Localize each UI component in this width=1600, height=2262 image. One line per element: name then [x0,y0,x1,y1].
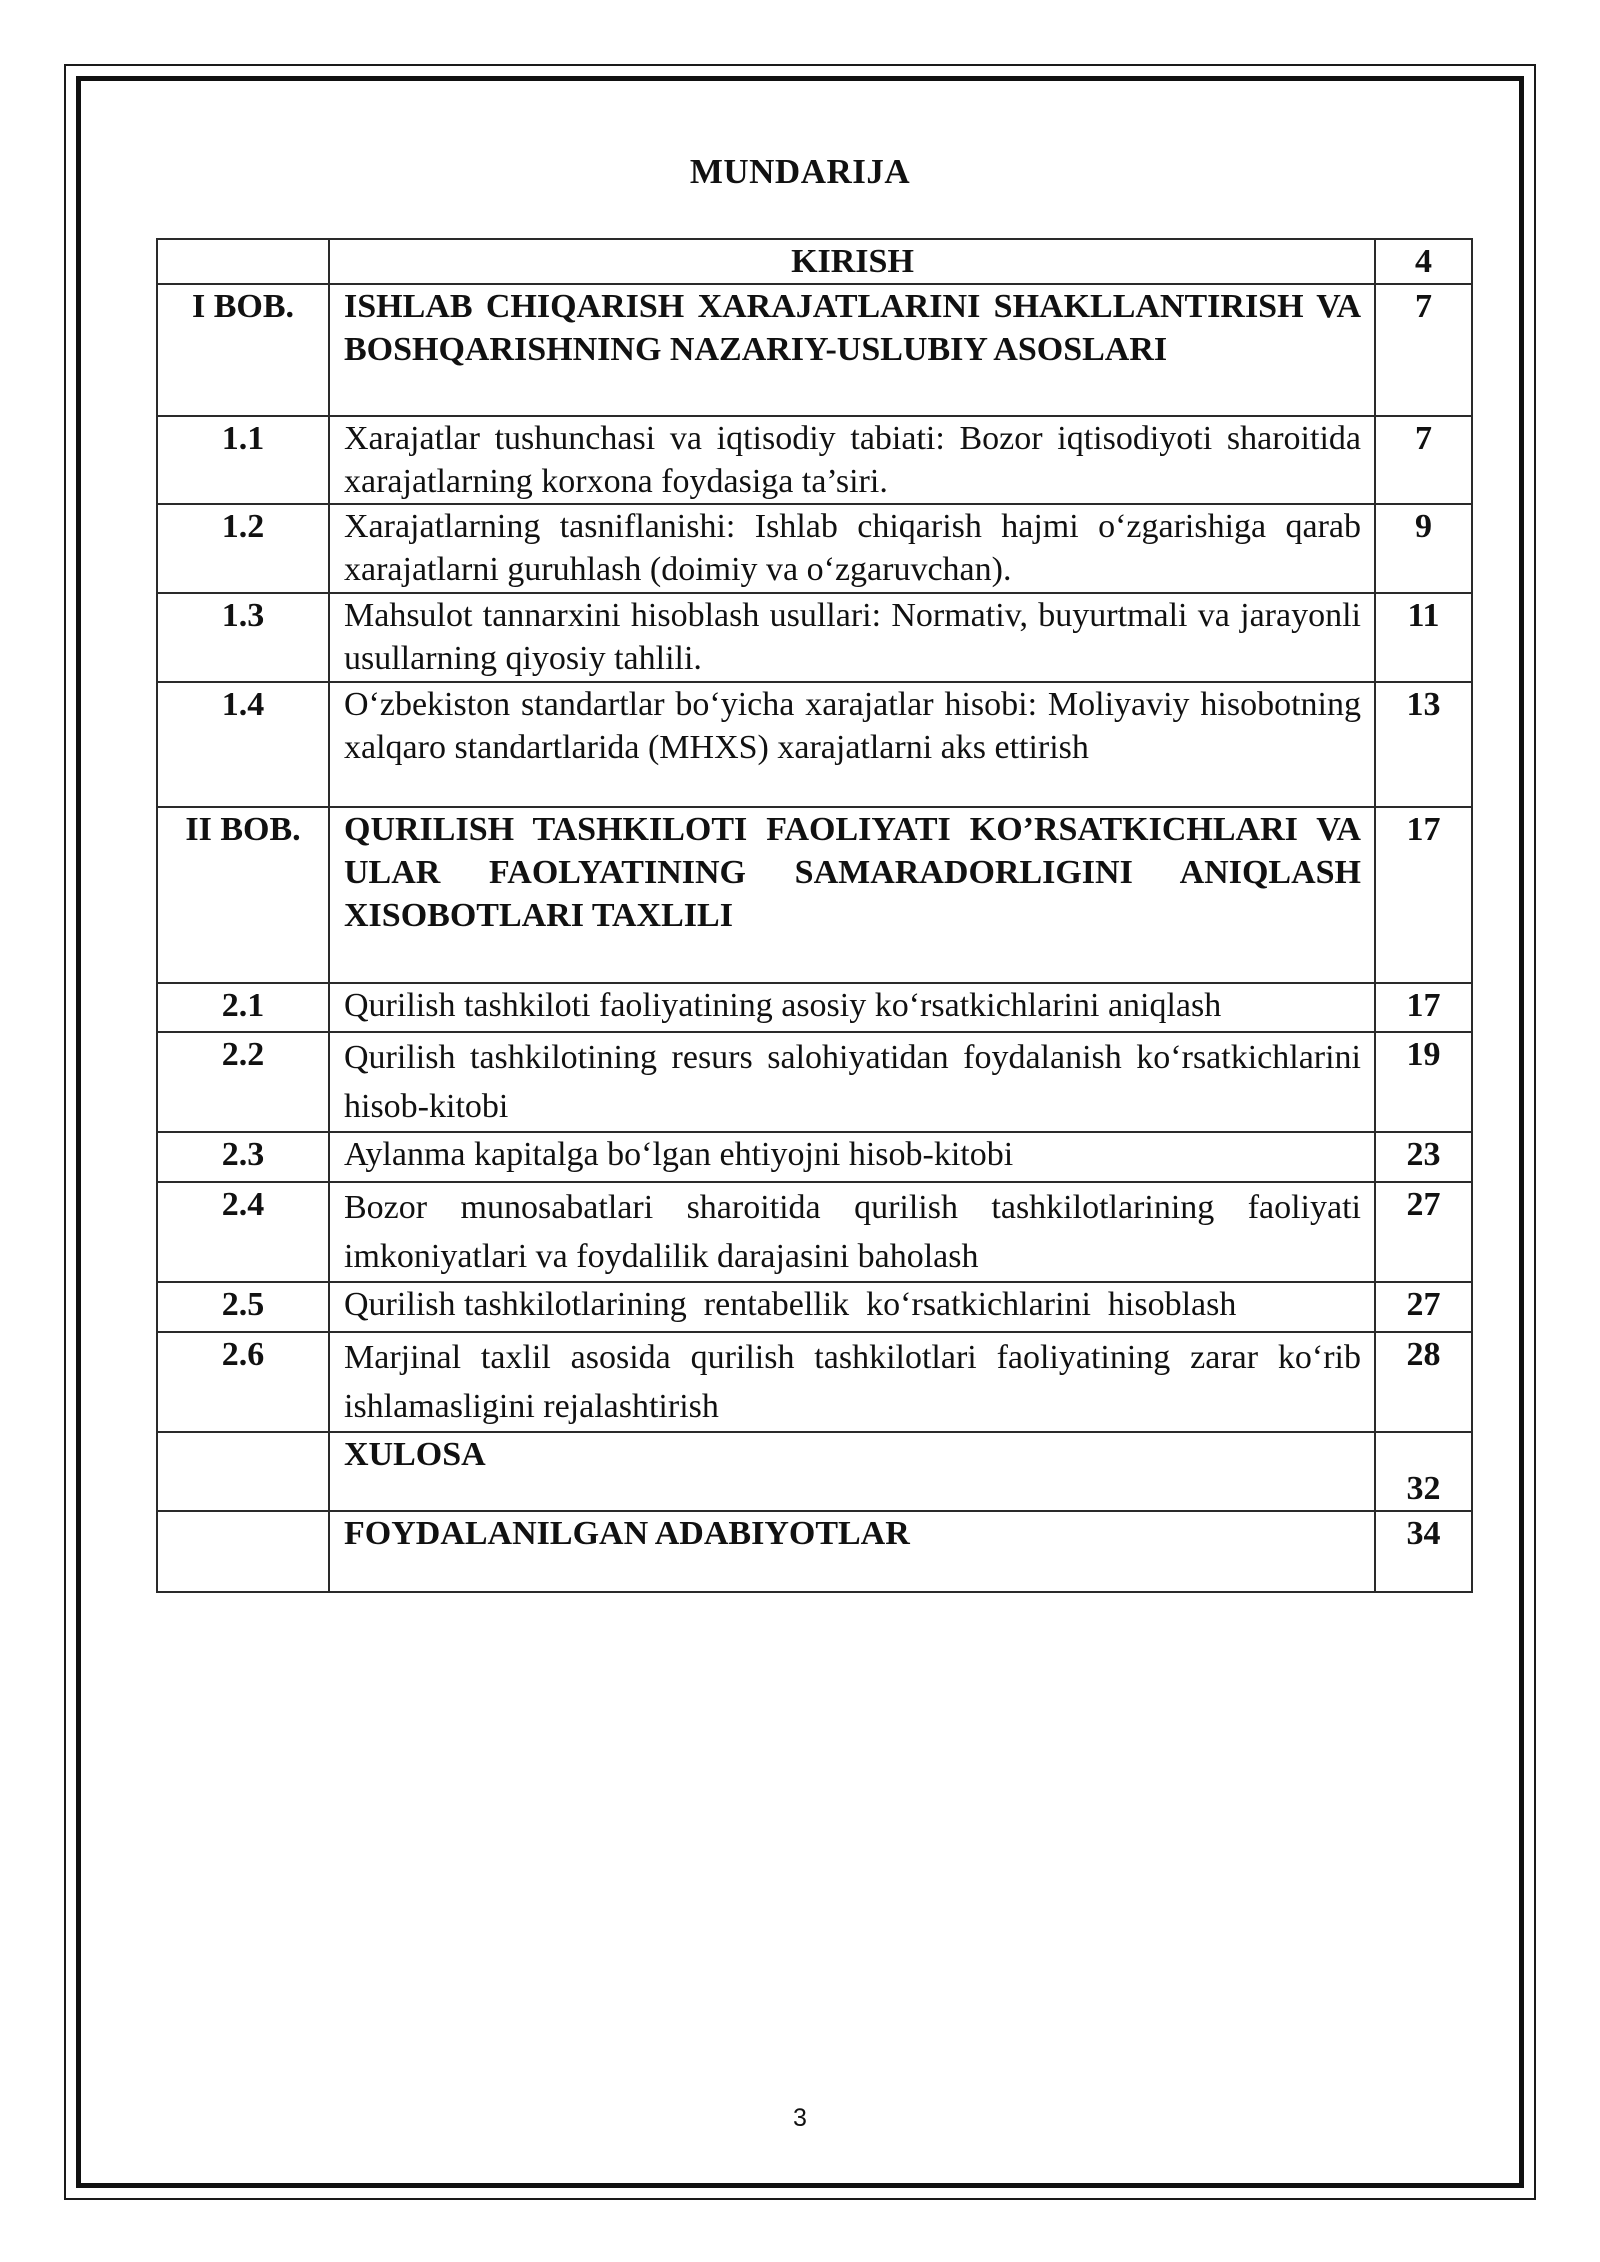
toc-row-page: 11 [1375,593,1472,682]
toc-row-kirish [157,239,1472,284]
toc-row-title: ISHLAB CHIQARISH XARAJATLARINI SHAKLLANTIRISH VA BOSHQARISHNING NAZARIY-USLUBIY ASOSLARI [329,284,1375,416]
page-title: MUNDARIJA [689,152,911,191]
toc-row-title: Qurilish tashkilotlarining rentabellik ko‘rsatkichlarini hisoblash [329,1282,1375,1332]
toc-row-page: 19 [1375,1032,1472,1132]
toc-row-page: 28 [1375,1332,1472,1432]
toc-row-number: 1.3 [157,593,329,682]
toc-row-page: 7 [1375,284,1472,416]
toc-row-references [157,1511,1472,1592]
table-of-contents [156,238,1473,1593]
toc-row-title: Mahsulot tannarxini hisoblash usullari: Normativ, buyurtmali va jarayonli usullarning qiyosiy tahlili. [329,593,1375,682]
toc-row-number: II BOB. [157,807,329,983]
toc-row-section-2-5 [157,1282,1472,1332]
toc-row-section-2-3 [157,1132,1472,1182]
toc-row-title: Marjinal taxlil asosida qurilish tashkilotlari faoliyatining zarar ko‘rib ishlamasligini rejalashtirish [329,1332,1375,1432]
toc-row-page: 4 [1375,239,1472,284]
toc-row-page: 13 [1375,682,1472,807]
toc-row-page: 27 [1375,1182,1472,1282]
toc-row-title: O‘zbekiston standartlar bo‘yicha xarajatlar hisobi: Moliyaviy hisobotning xalqaro standartlarida (MHXS) xarajatlarni aks ettirish [329,682,1375,807]
toc-row-chapter-1 [157,284,1472,416]
toc-row-number: 2.1 [157,983,329,1032]
toc-row-conclusion [157,1432,1472,1511]
toc-row-title: Aylanma kapitalga bo‘lgan ehtiyojni hisob-kitobi [329,1132,1375,1182]
toc-row-section-2-4 [157,1182,1472,1282]
toc-row-page: 23 [1375,1132,1472,1182]
page-number: 3 [793,2104,807,2132]
toc-row-title: Qurilish tashkilotining resurs salohiyatidan foydalanish ko‘rsatkichlarini hisob-kitobi [329,1032,1375,1132]
toc-row-page: 17 [1375,983,1472,1032]
toc-row-section-1-4 [157,682,1472,807]
toc-row-title: QURILISH TASHKILOTI FAOLIYATI KO’RSATKICHLARI VA ULAR FAOLYATINING SAMARADORLIGINI ANIQLASH XISOBOTLARI TAXLILI [329,807,1375,983]
toc-row-number: 2.2 [157,1032,329,1132]
toc-row-number [157,239,329,284]
toc-row-number: 1.1 [157,416,329,504]
toc-row-number: 1.4 [157,682,329,807]
toc-row-page: 9 [1375,504,1472,593]
toc-row-page: 32 [1375,1432,1472,1511]
toc-row-page: 34 [1375,1511,1472,1592]
toc-row-title: Qurilish tashkiloti faoliyatining asosiy ko‘rsatkichlarini aniqlash [329,983,1375,1032]
toc-row-number [157,1511,329,1592]
toc-row-section-2-1 [157,983,1472,1032]
toc-row-title: Xarajatlarning tasniflanishi: Ishlab chiqarish hajmi o‘zgarishiga qarab xarajatlarni guruhlash (doimiy va o‘zgaruvchan). [329,504,1375,593]
toc-row-page: 7 [1375,416,1472,504]
toc-row-number: 2.3 [157,1132,329,1182]
toc-row-section-1-3 [157,593,1472,682]
toc-row-number: 2.5 [157,1282,329,1332]
toc-row-chapter-2 [157,807,1472,983]
toc-row-section-2-6 [157,1332,1472,1432]
toc-row-section-1-2 [157,504,1472,593]
toc-row-number: 1.2 [157,504,329,593]
toc-row-section-2-2 [157,1032,1472,1132]
toc-row-title: Xarajatlar tushunchasi va iqtisodiy tabiati: Bozor iqtisodiyoti sharoitida xarajatlarning korxona foydasiga ta’siri. [329,416,1375,504]
toc-row-number: 2.6 [157,1332,329,1432]
toc-row-title: KIRISH [329,239,1375,284]
toc-row-section-1-1 [157,416,1472,504]
toc-row-title: Bozor munosabatlari sharoitida qurilish tashkilotlarining faoliyati imkoniyatlari va foydalilik darajasini baholash [329,1182,1375,1282]
toc-row-page: 27 [1375,1282,1472,1332]
toc-row-number: 2.4 [157,1182,329,1282]
toc-row-title: XULOSA [329,1432,1375,1511]
toc-row-title: FOYDALANILGAN ADABIYOTLAR [329,1511,1375,1592]
toc-row-page: 17 [1375,807,1472,983]
toc-row-number: I BOB. [157,284,329,416]
toc-row-number [157,1432,329,1511]
